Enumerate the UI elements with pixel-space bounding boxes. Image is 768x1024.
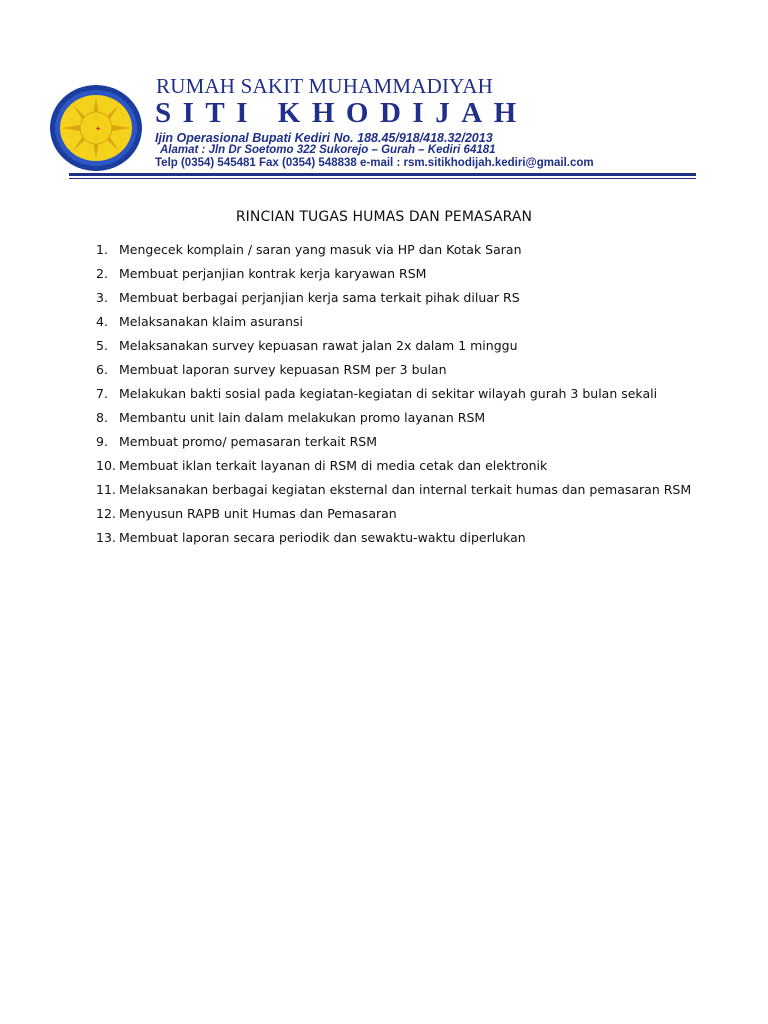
- document-title: RINCIAN TUGAS HUMAS DAN PEMASARAN: [235, 209, 533, 225]
- list-item: [96, 240, 691, 264]
- task-number: 9.: [96, 434, 108, 449]
- task-text: Membuat berbagai perjanjian kerja sama terkait pihak diluar RS: [119, 290, 520, 305]
- task-number: 2.: [96, 266, 108, 281]
- task-text: Membuat perjanjian kontrak kerja karyawan RSM: [119, 266, 427, 281]
- task-text: Membuat promo/ pemasaran terkait RSM: [119, 434, 377, 449]
- address-line: Alamat : Jln Dr Soetomo 322 Sukorejo – Gurah – Kediri 64181: [160, 144, 496, 156]
- list-item: [96, 384, 691, 408]
- task-text: Membuat iklan terkait layanan di RSM di media cetak dan elektronik: [119, 458, 548, 473]
- list-item: [96, 312, 691, 336]
- list-item: [96, 336, 691, 360]
- task-text: Membuat laporan secara periodik dan sewaktu-waktu diperlukan: [119, 530, 526, 545]
- task-text: Membantu unit lain dalam melakukan promo layanan RSM: [119, 410, 486, 425]
- list-item: [96, 504, 691, 528]
- letterhead-divider-thick: [69, 173, 696, 176]
- list-item: [96, 408, 691, 432]
- org-name: RUMAH SAKIT MUHAMMADIYAH: [156, 74, 493, 98]
- task-number: 10.: [96, 458, 116, 473]
- list-item: [96, 480, 691, 504]
- task-number: 8.: [96, 410, 108, 425]
- task-text: Melaksanakan klaim asuransi: [119, 314, 303, 329]
- list-item: [96, 288, 691, 312]
- task-number: 6.: [96, 362, 108, 377]
- task-number: 3.: [96, 290, 108, 305]
- task-number: 4.: [96, 314, 108, 329]
- task-number: 5.: [96, 338, 108, 353]
- task-text: Melakukan bakti sosial pada kegiatan-kegiatan di sekitar wilayah gurah 3 bulan sekali: [119, 386, 658, 401]
- task-text: Melaksanakan berbagai kegiatan eksternal dan internal terkait humas dan pemasaran RSM: [119, 482, 692, 497]
- list-item: [96, 264, 691, 288]
- task-list: [96, 240, 691, 552]
- letterhead-divider-thin: [69, 178, 696, 179]
- list-item: [96, 432, 691, 456]
- operating-permit: Ijin Operasional Bupati Kediri No. 188.45/918/418.32/2013: [155, 131, 493, 145]
- contact-line: Telp (0354) 545481 Fax (0354) 548838 e-mail : rsm.sitikhodijah.kediri@gmail.com: [155, 157, 594, 169]
- task-text: Membuat laporan survey kepuasan RSM per 3 bulan: [119, 362, 447, 377]
- hospital-name: SITI KHODIJAH: [155, 97, 528, 129]
- task-number: 12.: [96, 506, 116, 521]
- task-text: Mengecek komplain / saran yang masuk via HP dan Kotak Saran: [119, 242, 522, 257]
- task-text: Melaksanakan survey kepuasan rawat jalan 2x dalam 1 minggu: [119, 338, 518, 353]
- task-text: Menyusun RAPB unit Humas dan Pemasaran: [119, 506, 397, 521]
- list-item: [96, 360, 691, 384]
- list-item: [96, 528, 691, 552]
- task-number: 13.: [96, 530, 116, 545]
- muhammadiyah-logo-icon: [48, 83, 144, 173]
- task-number: 7.: [96, 386, 108, 401]
- list-item: [96, 456, 691, 480]
- task-number: 1.: [96, 242, 108, 257]
- task-number: 11.: [96, 482, 116, 497]
- svg-text:✦: ✦: [95, 125, 101, 133]
